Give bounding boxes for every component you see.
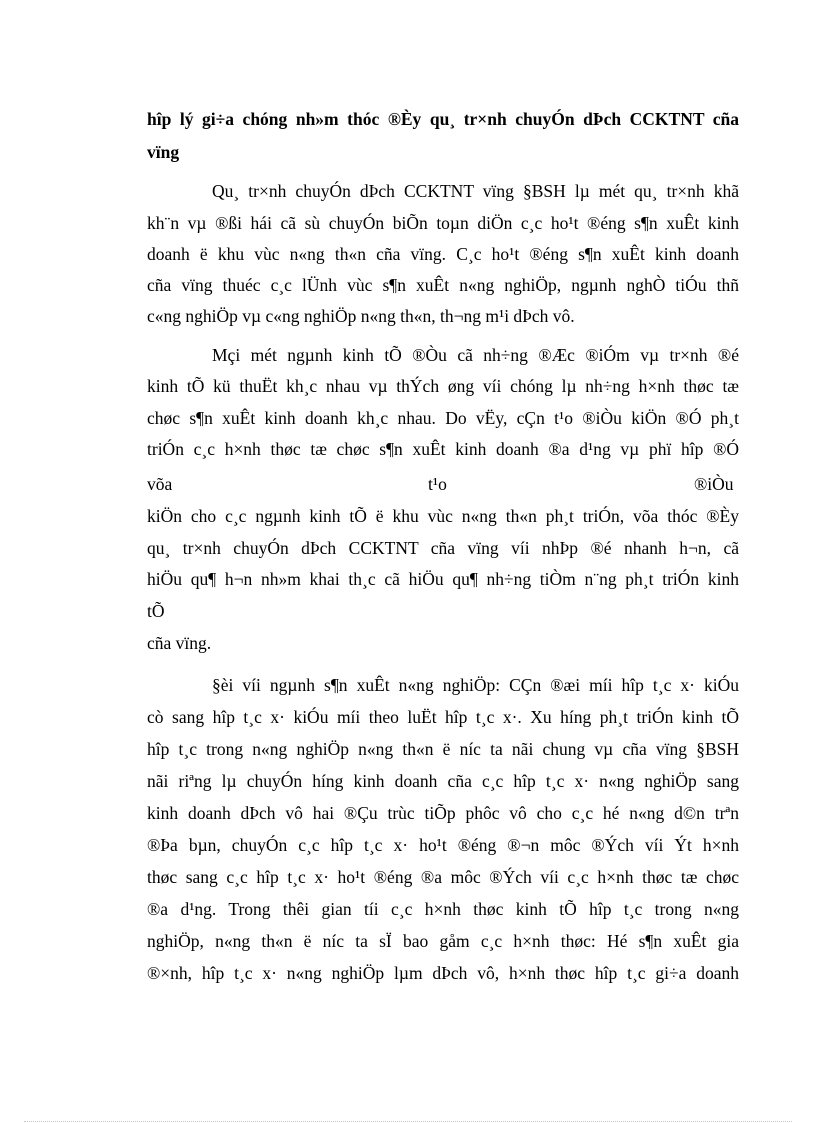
heading-line-2: vïng [147, 142, 180, 162]
para1-line-3: doanh ë khu vùc n«ng th«n cña vïng. C¸c ho¹t ®éng s¶n xuÊt kinh doanh [147, 244, 739, 264]
para2-line-6: kiÖn cho c¸c ngµnh kinh tÕ ë khu vùc n«ng th«n ph¸t triÓn, võa thóc ®Èy [147, 506, 739, 526]
spread-word-1: võa [147, 474, 173, 494]
spread-word-3: ®iÒu [694, 474, 734, 494]
para3-line-2: cò sang hîp t¸c x· kiÓu míi theo luËt hîp t¸c x·. Xu híng ph¸t triÓn kinh tÕ [147, 707, 739, 727]
para3-line-8: ®a d¹ng. Trong thêi gian tíi c¸c h×nh thøc kinh tÕ hîp t¸c trong n«ng [147, 899, 739, 919]
para2-line-9: tÕ [147, 601, 165, 621]
para3-line-1: §èi víi ngµnh s¶n xuÊt n«ng nghiÖp: CÇn ®æi míi hîp t¸c x· kiÓu [212, 675, 739, 695]
para1-line-4: cña vïng thuéc c¸c lÜnh vùc s¶n xuÊt n«ng nghiÖp, ngµnh nghÒ tiÓu thñ [147, 275, 739, 295]
para1-line-2: kh¨n vµ ®ßi hái cã sù chuyÓn biÕn toµn diÖn c¸c ho¹t ®éng s¶n xuÊt kinh [147, 213, 739, 233]
para2-line-7: qu¸ tr×nh chuyÓn dÞch CCKTNT cña vïng víi nhÞp ®é nhanh h¬n, cã [147, 538, 739, 558]
para3-line-4: nãi riªng lµ chuyÓn híng kinh doanh cña c¸c hîp t¸c x· n«ng nghiÖp sang [147, 771, 739, 791]
para1-line-5: c«ng nghiÖp vµ c«ng nghiÖp n«ng th«n, th¬ng m¹i dÞch vô. [147, 306, 575, 326]
para2-line-1: Mçi mét ngµnh kinh tÕ ®Òu cã nh÷ng ®Æc ®iÓm vµ tr×nh ®é [212, 345, 739, 365]
para3-line-9: nghiÖp, n«ng th«n ë níc ta sÏ bao gåm c¸c h×nh thøc: Hé s¶n xuÊt gia [147, 931, 739, 951]
page-bottom-rule [24, 1121, 792, 1122]
para3-line-10: ®×nh, hîp t¸c x· n«ng nghiÖp lµm dÞch vô, h×nh thøc hîp t¸c gi÷a doanh [147, 963, 739, 983]
para3-line-5: kinh doanh dÞch vô hai ®Çu trùc tiÕp phôc vô cho c¸c hé n«ng d©n trªn [147, 803, 739, 823]
para2-line-8: hiÖu qu¶ h¬n nh»m khai th¸c cã hiÖu qu¶ nh÷ng tiÒm n¨ng ph¸t triÓn kinh [147, 569, 739, 589]
para1-line-1: Qu¸ tr×nh chuyÓn dÞch CCKTNT vïng §BSH lµ mét qu¸ tr×nh khã [212, 181, 739, 201]
heading-line-1: hîp lý gi÷a chóng nh»m thóc ®Èy qu¸ tr×nh chuyÓn dÞch CCKTNT cña [147, 109, 739, 129]
para2-line-3: chøc s¶n xuÊt kinh doanh kh¸c nhau. Do vËy, cÇn t¹o ®iÒu kiÖn ®Ó ph¸t [147, 408, 739, 428]
spread-word-2: t¹o [428, 474, 447, 494]
para3-line-7: thøc sang c¸c hîp t¸c x· ho¹t ®éng ®a môc ®Ých víi c¸c h×nh thøc tæ chøc [147, 867, 739, 887]
para3-line-3: hîp t¸c trong n«ng nghiÖp n«ng th«n ë níc ta nãi chung vµ cña vïng §BSH [147, 739, 739, 759]
para2-line-4: triÓn c¸c h×nh thøc tæ chøc s¶n xuÊt kinh doanh ®a d¹ng vµ phï hîp ®Ó [147, 439, 739, 459]
para2-line-10: cña vïng. [147, 633, 212, 653]
para3-line-6: ®Þa bµn, chuyÓn c¸c hîp t¸c x· ho¹t ®éng ®¬n môc ®Ých víi Ýt h×nh [147, 835, 739, 855]
para2-line-2: kinh tÕ kü thuËt kh¸c nhau vµ thÝch øng víi chóng lµ nh÷ng h×nh thøc tæ [147, 376, 739, 396]
